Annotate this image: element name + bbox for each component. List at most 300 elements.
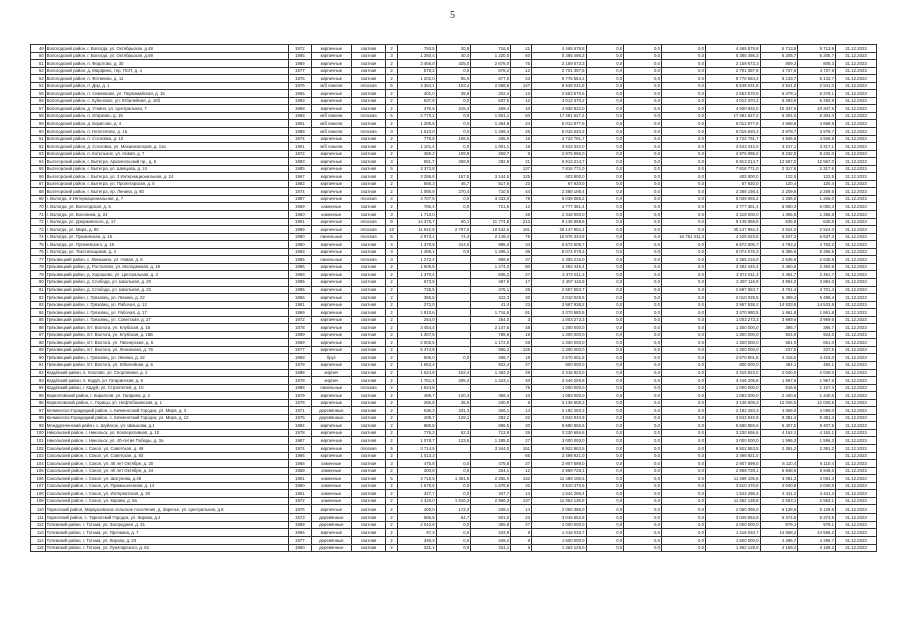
table-cell: 0,0 xyxy=(624,505,662,514)
table-cell: 2 xyxy=(386,105,398,113)
table-cell: кирпичные xyxy=(311,452,351,460)
table-cell: скатная xyxy=(351,339,386,347)
table-cell: Вологодский район, д. Борисово, д. 4 xyxy=(45,120,288,128)
table-cell: 75 xyxy=(511,60,532,68)
table-cell: 1967 xyxy=(288,173,311,181)
table-cell: 8 232,0 xyxy=(798,150,836,158)
table-cell: 2 005,6 xyxy=(397,339,436,347)
table-cell: 132 xyxy=(511,475,532,483)
table-cell: 1 274,0 xyxy=(471,263,511,271)
table-cell xyxy=(436,211,471,219)
table-cell: кирпичные xyxy=(311,505,351,514)
table-cell: 31.12.2023 xyxy=(836,324,877,332)
table-cell: 46,7 xyxy=(436,180,471,188)
table-cell: 2 xyxy=(386,505,398,514)
table-cell: 6 407,5 xyxy=(798,422,836,430)
table-cell: 3 510 470,6 xyxy=(706,482,761,490)
table-cell xyxy=(436,309,471,317)
table-cell: 100 xyxy=(31,429,46,437)
table-cell: 8 548 031,8 xyxy=(532,82,587,90)
table-cell: 0,0 xyxy=(662,45,706,53)
table-cell: кирпичные xyxy=(311,218,351,226)
table-cell: кирпичные xyxy=(311,346,351,354)
table-cell: 2 147,6 xyxy=(471,324,511,332)
table-cell: 71 xyxy=(31,211,46,219)
table-cell: 31.12.2023 xyxy=(836,316,877,324)
table-cell: 14 568,2 xyxy=(798,529,836,537)
table-cell: 1 083 000,0 xyxy=(706,392,761,400)
table-cell: 268,9 xyxy=(436,158,471,166)
table-cell: 2 xyxy=(386,482,398,490)
table-cell: 2 697 553,7 xyxy=(532,286,587,294)
table-cell: 0,0 xyxy=(624,195,662,203)
table-cell: Кичменгско-Городецкий район, с. Кичменгский Городок, ул. Мира, д. 3 xyxy=(45,407,288,415)
table-cell: г. Вологда, ул. Текстильщиков, д. 4 xyxy=(45,248,288,256)
table-cell: 8 922 863,5 xyxy=(706,444,761,452)
table-cell: Грязовецкий район, с. Минькино, ул. Новая, д. 8 xyxy=(45,256,288,264)
table-cell: 2 255,0 xyxy=(471,475,511,483)
table-cell: 489,7 xyxy=(397,392,436,400)
table-cell: 1985 xyxy=(288,165,311,173)
table-cell: 2 xyxy=(386,521,398,529)
table-cell: 259,4 xyxy=(471,105,511,113)
table-cell: 0,0 xyxy=(436,248,471,256)
table-cell: скатная xyxy=(351,67,386,75)
table-cell: 60 xyxy=(31,128,46,136)
table-cell: 81 xyxy=(31,286,46,294)
table-cell: 5 128,6 xyxy=(798,505,836,514)
table-cell: 386,7 xyxy=(760,324,798,332)
table-cell: 778,9 xyxy=(397,135,436,143)
table-cell: скатная xyxy=(351,529,386,537)
table-cell: 0,0 xyxy=(662,218,706,226)
table-cell: 2 209,5 xyxy=(798,188,836,196)
table-cell: скатная xyxy=(351,120,386,128)
table-cell: 3 722 791,7 xyxy=(706,135,761,143)
table-cell: 49 xyxy=(31,45,46,53)
table-cell: кирпичные xyxy=(311,399,351,407)
register-table xyxy=(30,44,877,552)
table-cell: 11 362 138,8 xyxy=(706,497,761,505)
table-cell: 40 xyxy=(511,377,532,385)
table-cell: 5 xyxy=(386,112,398,120)
table-cell: Кадуйский район, п. Хохлово, ул. Спортивная, д. 2 xyxy=(45,369,288,377)
table-cell: 74 xyxy=(31,233,46,241)
table-cell: 673,5 xyxy=(397,278,436,286)
table-cell: 103 xyxy=(31,452,46,460)
table-cell: 0,0 xyxy=(662,452,706,460)
table-body xyxy=(31,45,877,552)
table-cell: 12 xyxy=(511,467,532,475)
table-cell: 1 596,3 xyxy=(760,437,798,445)
table-cell: 3 714,9 xyxy=(397,444,436,452)
table-cell: 27 xyxy=(511,521,532,529)
table-cell: 2 xyxy=(386,346,398,354)
table-cell: скатная xyxy=(351,301,386,309)
table-cell: Вологодский район, д. Уткино, ул. Центральная, 7 xyxy=(45,105,288,113)
table-cell: 3 722 791,7 xyxy=(532,135,587,143)
table-row xyxy=(31,90,877,98)
table-cell: скатная xyxy=(351,331,386,339)
table-cell: 2 xyxy=(386,271,398,279)
table-row xyxy=(31,211,877,219)
table-cell xyxy=(436,339,471,347)
table-cell: 789,6 xyxy=(471,331,511,339)
table-cell: 1 300 000,0 xyxy=(532,324,587,332)
table-cell: 0,0 xyxy=(662,497,706,505)
table-row xyxy=(31,203,877,211)
table-cell: 1 080,9 xyxy=(397,188,436,196)
table-cell: 476,1 xyxy=(471,286,511,294)
table-cell: 0,0 xyxy=(586,226,624,234)
table-cell: 259,7 xyxy=(471,150,511,158)
table-cell: 4 465 579,8 xyxy=(706,45,761,53)
table-cell: 31.12.2023 xyxy=(836,422,877,430)
table-cell: 0,0 xyxy=(586,203,624,211)
table-cell: 1 300 000,0 xyxy=(706,339,761,347)
table-cell: 3 217,1 xyxy=(798,143,836,151)
table-cell: 0,0 xyxy=(624,97,662,105)
table-cell: 566,3 xyxy=(397,180,436,188)
table-cell: 1977 xyxy=(288,537,311,545)
table-cell: 1988 xyxy=(288,384,311,392)
table-cell: 2 040,8 xyxy=(760,482,798,490)
table-cell: 3 843 940,9 xyxy=(532,414,587,422)
table-cell: 14 xyxy=(511,407,532,415)
table-cell: 31.12.2023 xyxy=(836,173,877,181)
table-cell: 0,0 xyxy=(586,241,624,249)
table-cell: 889,9 xyxy=(471,256,511,264)
table-cell: 137 xyxy=(511,165,532,173)
table-cell: 4 012 370,2 xyxy=(532,97,587,105)
table-cell: 2 050 396,0 xyxy=(532,505,587,514)
table-cell: 41,4 xyxy=(471,301,511,309)
table-row xyxy=(31,135,877,143)
table-row xyxy=(31,188,877,196)
table-cell: 0,0 xyxy=(586,354,624,362)
table-cell: 24 xyxy=(511,120,532,128)
table-cell: 3 372 511,3 xyxy=(706,271,761,279)
table-cell: 79 xyxy=(511,195,532,203)
table-cell xyxy=(436,444,471,452)
table-cell: 6 407,5 xyxy=(760,422,798,430)
table-row xyxy=(31,361,877,369)
table-cell: 0,0 xyxy=(662,150,706,158)
table-cell: 0,0 xyxy=(624,105,662,113)
table-cell: 2 xyxy=(386,437,398,445)
table-cell: 3 136 508,3 xyxy=(532,399,587,407)
table-cell: 4 xyxy=(386,241,398,249)
table-cell: 2 907 599,0 xyxy=(706,460,761,468)
table-cell: скатная xyxy=(351,399,386,407)
table-cell: 8 xyxy=(511,150,532,158)
table-cell: 2 xyxy=(386,422,398,430)
table-cell: 31.12.2023 xyxy=(836,529,877,537)
table-cell: 88 xyxy=(31,339,46,347)
table-cell: 3 894,0 xyxy=(760,278,798,286)
table-cell: 1 652,4 xyxy=(397,361,436,369)
table-cell: Вологодский район, п. Дор, д. 1 xyxy=(45,82,288,90)
table-cell: 0,0 xyxy=(624,437,662,445)
table-cell: 1960 xyxy=(288,544,311,552)
table-cell: 0,0 xyxy=(586,346,624,354)
table-cell: 0,0 xyxy=(436,537,471,545)
table-cell: 4 777 361,4 xyxy=(706,203,761,211)
table-cell: скатная xyxy=(351,150,386,158)
table-cell: 0,0 xyxy=(662,75,706,83)
table-cell: 5 713,9 xyxy=(798,45,836,53)
table-cell: 90 xyxy=(31,354,46,362)
table-cell: 6 572 505,7 xyxy=(532,241,587,249)
table-cell: 0,0 xyxy=(586,112,624,120)
table-cell: 1 423,1 xyxy=(471,377,511,385)
table-cell: 75 xyxy=(31,241,46,249)
table-cell: 230,9 xyxy=(471,399,511,407)
table-cell: 5 948,6 xyxy=(760,467,798,475)
table-cell: 4 668,8 xyxy=(798,120,836,128)
table-cell: 2 xyxy=(386,467,398,475)
table-cell: 0,0 xyxy=(662,90,706,98)
table-cell: Вологодский район, д. Сосновка, ул. Механизаторов, д. 11а xyxy=(45,143,288,151)
table-cell: 11 774,8 xyxy=(471,218,511,226)
table-cell: 29 xyxy=(511,369,532,377)
table-cell: 314,0 xyxy=(436,241,471,249)
table-cell: скатная xyxy=(351,309,386,317)
table-cell: 710,5 xyxy=(471,188,511,196)
table-cell: Грязовецкий район, пгт. Вохтога, ул. Клубская, д. 16 xyxy=(45,324,288,332)
table-cell: скатная xyxy=(351,316,386,324)
table-cell: 484,1 xyxy=(760,361,798,369)
table-cell: 31.12.2023 xyxy=(836,384,877,392)
table-cell: 31.12.2023 xyxy=(836,544,877,552)
table-cell: плоская xyxy=(351,128,386,136)
table-cell: 1 260,4 xyxy=(397,52,436,60)
table-cell: кирпичные xyxy=(311,324,351,332)
table-cell: 405,0 xyxy=(471,135,511,143)
table-cell: 0,0 xyxy=(436,120,471,128)
table-cell: 6 050,3 xyxy=(798,203,836,211)
table-cell: каменные xyxy=(311,203,351,211)
table-cell: 6 110,4 xyxy=(798,460,836,468)
table-cell: 40,4 xyxy=(436,52,471,60)
table-cell: 2 xyxy=(386,97,398,105)
table-cell: 0,0 xyxy=(662,301,706,309)
table-cell xyxy=(798,452,836,460)
table-cell: 0,0 xyxy=(586,324,624,332)
table-cell: 721,8 xyxy=(471,203,511,211)
table-cell: 1 496,1 xyxy=(471,248,511,256)
table-cell: 67 xyxy=(31,180,46,188)
table-cell: 0,0 xyxy=(624,361,662,369)
table-cell: Сокольский район, г. Сокол, ул. Советская, д. 93 xyxy=(45,452,288,460)
table-cell: 2 xyxy=(386,278,398,286)
table-cell: 4 069,0 xyxy=(760,407,798,415)
table-cell: 53 xyxy=(31,75,46,83)
table-cell: 3 978,7 xyxy=(760,128,798,136)
table-cell: 1 967,6 xyxy=(760,377,798,385)
table-cell: 0,0 xyxy=(586,437,624,445)
table-cell: 0,0 xyxy=(624,521,662,529)
table-cell: 14 533,8 xyxy=(798,301,836,309)
table-cell: 1961 xyxy=(288,475,311,483)
table-cell: 2 907 599,0 xyxy=(532,460,587,468)
table-cell: скатная xyxy=(351,165,386,173)
table-cell: 2 xyxy=(386,331,398,339)
table-cell: 2 xyxy=(386,384,398,392)
table-cell: 0,0 xyxy=(586,544,624,552)
table-cell: г. Вологда, ул. Болонина, д. 24 xyxy=(45,211,288,219)
table-cell: 23 xyxy=(511,514,532,522)
table-cell: 0,0 xyxy=(662,195,706,203)
table-cell: г. Вологда, ул. Пушкинская, д. 16 xyxy=(45,233,288,241)
table-cell: 9 145 958,6 xyxy=(706,218,761,226)
table-cell: 74,4 xyxy=(436,233,471,241)
table-cell: 0,0 xyxy=(624,490,662,498)
table-cell: 75 xyxy=(511,233,532,241)
table-cell: 0,0 xyxy=(662,414,706,422)
table-cell: 1991 xyxy=(288,143,311,151)
table-cell: 3 xyxy=(386,211,398,219)
table-cell: 31.12.2023 xyxy=(836,414,877,422)
table-cell: 85 xyxy=(31,316,46,324)
table-cell: кирпичные xyxy=(311,286,351,294)
table-cell: Сокольский район, г. Сокол, ул. 40 лет Октября, д. 20 xyxy=(45,460,288,468)
table-cell: 578,2 xyxy=(471,67,511,75)
table-cell: 2 460,8 xyxy=(760,263,798,271)
table-cell: скатная xyxy=(351,60,386,68)
table-cell: 10 542,5 xyxy=(471,226,511,234)
table-cell: скатная xyxy=(351,361,386,369)
table-cell: 6 012 877,6 xyxy=(532,120,587,128)
table-cell: 31.12.2023 xyxy=(836,180,877,188)
table-cell: Грязовецкий район, д. Слобода, ул. Школьная, д. 20 xyxy=(45,278,288,286)
table-cell: 1983 xyxy=(288,180,311,188)
table-cell: 4 737,6 xyxy=(760,67,798,75)
table-cell: 0,0 xyxy=(586,529,624,537)
table-cell: 2 388 198,4 xyxy=(532,188,587,196)
table-cell: 0,0 xyxy=(624,482,662,490)
table-cell: плоская xyxy=(351,112,386,120)
table-cell: 2 xyxy=(386,452,398,460)
table-cell: кирпичные xyxy=(311,278,351,286)
table-cell: 237,5 xyxy=(760,346,798,354)
table-cell: Сокольский район, г. Сокол, ул. Кирова, д. 5а xyxy=(45,497,288,505)
table-cell: 68 xyxy=(31,188,46,196)
table-cell: скатная xyxy=(351,263,386,271)
table-cell: 809,3 xyxy=(760,60,798,68)
table-row xyxy=(31,180,877,188)
table-cell: скатная xyxy=(351,369,386,377)
table-cell: 0,0 xyxy=(662,82,706,90)
table-row xyxy=(31,482,877,490)
table-cell: 8 xyxy=(511,399,532,407)
table-cell: кирпичные xyxy=(311,392,351,400)
table-cell: 3 454,4 xyxy=(397,324,436,332)
table-cell: 5 xyxy=(386,82,398,90)
table-cell: скатная xyxy=(351,514,386,522)
table-cell: 0,0 xyxy=(662,460,706,468)
table-cell: 347,7 xyxy=(397,490,436,498)
table-cell: 0,0 xyxy=(586,309,624,317)
table-cell xyxy=(436,346,471,354)
table-cell: 0,0 xyxy=(662,135,706,143)
table-cell: 5 637,3 xyxy=(798,233,836,241)
table-cell: 18 xyxy=(511,143,532,151)
table-cell: 2 xyxy=(386,497,398,505)
table-cell: 635,8 xyxy=(760,218,798,226)
table-cell: 3 510 470,6 xyxy=(532,482,587,490)
table-row xyxy=(31,143,877,151)
table-row xyxy=(31,309,877,317)
table-cell: каменные xyxy=(311,460,351,468)
table-cell: 6 304,0 xyxy=(798,112,836,120)
table-cell: 4 225 023,5 xyxy=(706,233,761,241)
table-cell: 1 500 000,0 xyxy=(706,537,761,545)
table-cell: 2 xyxy=(386,429,398,437)
table-cell: Тотемский район, г. Тотьма, ул. Загородная, д. 31 xyxy=(45,521,288,529)
table-cell: 1 716,9 xyxy=(471,309,511,317)
table-cell: 365,8 xyxy=(471,521,511,529)
table-cell: 204,1 xyxy=(471,467,511,475)
table-cell: 2 xyxy=(386,537,398,545)
table-cell: Вытегорский район, г. Вытегра, ул. Шевцова, д. 24 xyxy=(45,165,288,173)
table-cell: Вологодский район, г. Вологда, ул. Октябрьская, д.69 xyxy=(45,52,288,60)
table-cell: 0,0 xyxy=(662,256,706,264)
table-cell: 108 xyxy=(31,490,46,498)
table-cell xyxy=(436,256,471,264)
table-row xyxy=(31,173,877,181)
table-cell: Вологодский район, п. Семенково, ул. Первомайская, д. 15 xyxy=(45,90,288,98)
table-cell: 0,0 xyxy=(624,82,662,90)
table-row xyxy=(31,286,877,294)
table-cell: 0,0 xyxy=(624,384,662,392)
table-cell: 56 xyxy=(31,97,46,105)
table-cell: 2 xyxy=(386,399,398,407)
table-cell: 0,0 xyxy=(436,529,471,537)
table-cell: 1989 xyxy=(288,226,311,234)
table-cell: 2 xyxy=(386,490,398,498)
table-cell: 886,5 xyxy=(397,422,436,430)
table-cell: 0,0 xyxy=(436,143,471,151)
table-cell: 10 347,5 xyxy=(760,105,798,113)
table-cell: 31.12.2023 xyxy=(836,331,877,339)
table-cell: 1 416 033,7 xyxy=(532,529,587,537)
table-cell: 57 xyxy=(31,105,46,113)
table-cell: 31.12.2023 xyxy=(836,135,877,143)
table-row xyxy=(31,346,877,354)
table-cell: 111 xyxy=(31,514,46,522)
table-cell: 1989 xyxy=(288,521,311,529)
table-cell: скатная xyxy=(351,75,386,83)
table-cell: 202,4 xyxy=(471,90,511,98)
table-cell: 0,0 xyxy=(662,173,706,181)
table-cell: 0,0 xyxy=(624,52,662,60)
table-row xyxy=(31,165,877,173)
table-cell: 0,0 xyxy=(624,316,662,324)
table-cell: 1959 xyxy=(288,339,311,347)
table-cell: 0,0 xyxy=(662,316,706,324)
table-cell: 4 930 932,0 xyxy=(706,105,761,113)
table-cell: 1 861,8 xyxy=(798,309,836,317)
table-cell: 1 083 000,0 xyxy=(532,392,587,400)
table-row xyxy=(31,369,877,377)
table-cell: м/б панели xyxy=(311,143,351,151)
table-cell: 11 489 105,5 xyxy=(532,475,587,483)
table-cell xyxy=(471,211,511,219)
table-cell: Вологодский район, д. Марфино, тер. ПСП, д. 4 xyxy=(45,67,288,75)
table-cell: кирпичные xyxy=(311,150,351,158)
table-cell: 31.12.2023 xyxy=(836,256,877,264)
